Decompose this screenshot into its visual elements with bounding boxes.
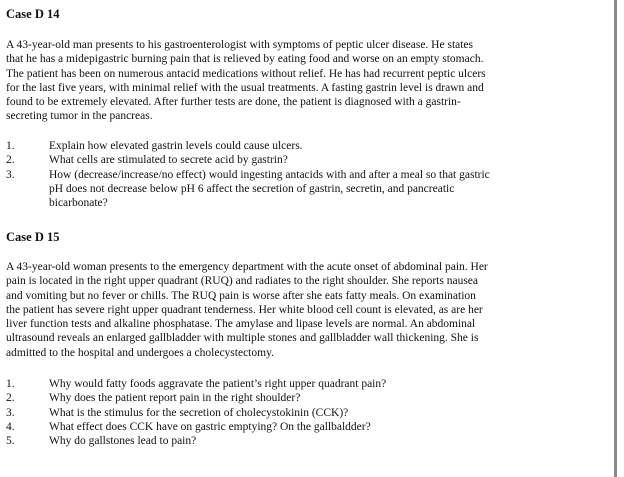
question-text <box>49 434 606 448</box>
paragraph-line: that he has a midepigastric burning pain that is relieved by eating food and worse on an empty stomach. <box>6 53 484 66</box>
paragraph-line: The patient has been on numerous antacid medications without relief. He has had recurrent peptic ulcers <box>6 67 486 80</box>
question-line: Why would fatty foods aggravate the patient’s right upper quadrant pain? <box>49 378 387 390</box>
paragraph-line: secreting tumor in the pancreas. <box>6 110 153 123</box>
question-line: What effect does CCK have on gastric emptying? On the gallbaldder? <box>49 420 371 433</box>
paragraph-line: the patient has severe right upper quadrant tenderness. Her white blood cell count is elevated, as are her <box>6 303 483 316</box>
question-number: 5. <box>6 435 15 448</box>
page-edge-rule <box>614 0 617 477</box>
paragraph-line: pain is located in the right upper quadrant (RUQ) and radiates to the right shoulder. She reports nausea <box>6 275 479 288</box>
question-number: 2. <box>6 392 15 405</box>
question-line: Explain how elevated gastrin levels could cause ulcers. <box>49 140 303 152</box>
question-text <box>49 377 606 391</box>
paragraph-line: liver function tests and alkaline phosphatase. The amylase and lipase levels are normal. An abdominal <box>6 318 476 331</box>
question-number: 4. <box>6 420 15 433</box>
question-text <box>49 391 606 405</box>
question-text <box>49 420 606 434</box>
question-line: How (decrease/increase/no effect) would ingesting antacids with and after a meal so that gastric <box>49 168 490 181</box>
question-item <box>6 420 606 434</box>
question-line: Why do gallstones lead to pain? <box>49 435 197 448</box>
question-number: 1. <box>6 140 15 152</box>
question-number: 2. <box>6 154 15 167</box>
paragraph-line: found to be extremely elevated. After further tests are done, the patient is diagnosed with a gastrin- <box>6 96 461 109</box>
paragraph-line: admitted to the hospital and undergoes a cholecystectomy. <box>6 346 274 359</box>
question-line: pH does not decrease below pH 6 affect the secretion of gastrin, secretin, and pancreatic <box>49 182 455 195</box>
question-number: 3. <box>6 168 15 181</box>
paragraph-line: and vomiting but no fever or chills. The RUQ pain is worse after she eats fatty meals. On examination <box>6 289 476 302</box>
case-d14-paragraph <box>6 38 606 124</box>
case-d15-title: Case D 15 <box>6 230 60 244</box>
case-d15-questions <box>6 377 606 448</box>
paragraph-line: for the last five years, with minimal relief with the usual treatments. A fasting gastrin level is drawn and <box>6 81 484 94</box>
question-item <box>6 434 606 448</box>
question-text <box>49 168 606 211</box>
question-item <box>6 168 606 211</box>
question-item <box>6 153 606 167</box>
question-item <box>6 406 606 420</box>
paragraph-line: A 43-year-old man presents to his gastroenterologist with symptoms of peptic ulcer disease. He states <box>6 39 474 51</box>
case-d15-paragraph <box>6 260 606 360</box>
question-number: 3. <box>6 406 15 419</box>
question-text <box>49 153 606 167</box>
question-text <box>49 406 606 420</box>
question-line: bicarbonate? <box>49 197 108 210</box>
question-number: 1. <box>6 378 15 390</box>
case-d14-title: Case D 14 <box>6 7 60 21</box>
paragraph-line: ultrasound reveals an enlarged gallbladder with multiple stones and gallbladder wall thickening. She is <box>6 332 479 345</box>
paragraph-line: A 43-year-old woman presents to the emergency department with the acute onset of abdominal pain. Her <box>6 261 488 273</box>
question-item <box>6 377 606 391</box>
question-item <box>6 391 606 405</box>
case-d14-questions <box>6 139 606 210</box>
question-line: What cells are stimulated to secrete acid by gastrin? <box>49 154 288 167</box>
question-line: Why does the patient report pain in the right shoulder? <box>49 392 301 405</box>
question-line: What is the stimulus for the secretion of cholecystokinin (CCK)? <box>49 406 349 419</box>
question-item <box>6 139 606 153</box>
question-text <box>49 139 606 153</box>
